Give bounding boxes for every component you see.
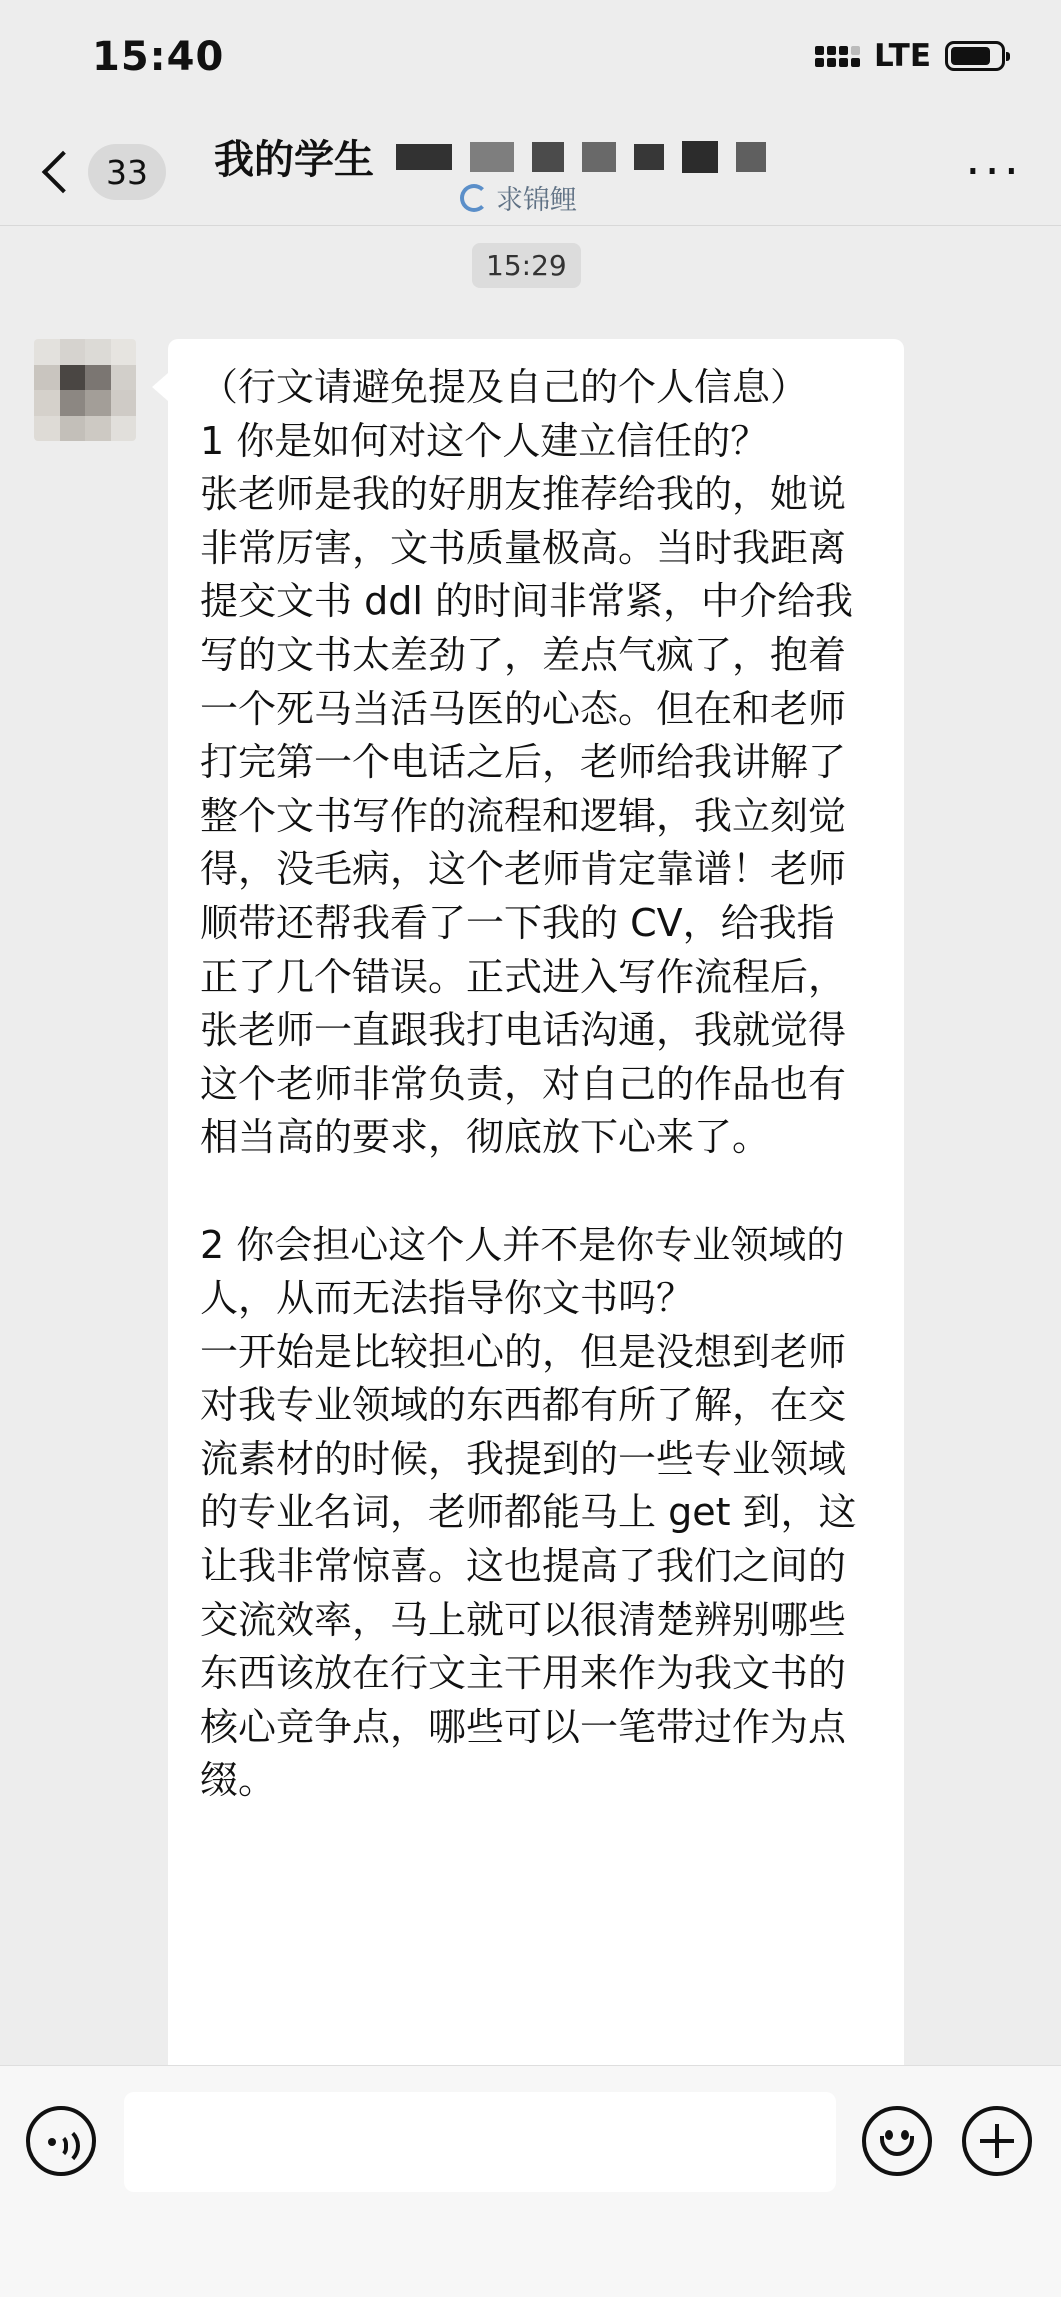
message-text: （行文请避免提及自己的个人信息） 1 你是如何对这个人建立信任的？ 张老师是我的好朋友推荐给我的，她说非常厉害，文书质量极高。当时我距离提交文书 ddl 的时间非常紧，中介给我写的文书太差劲了，差点气疯了，抱着一个死马当活马医的心态。但在和老师打完第一个电话之后，老师给我讲解了整个文书写作的流程和逻辑，我立刻觉得，没毛病，这个老师肯定靠谱！老师顺带还帮我看了一下我的 CV，给我指正了几个错误。正式进入写作流程后，张老师一直跟我打电话沟通，我就觉得这个老师非常负责，对自己的作品也有相当高的要求，彻底放下心来了。 2 你会担心这个人并不是你专业领域的人，从而无法指导你文书吗？ 一开始是比较担心的，但是没想到老师对我专业领域的东西都有所了解，在交流素材的时候，我提到的一些专业领域的专业名词，老师都能马上 get 到，这让我非常惊喜。这也提高了我们之间的交流效率，马上就可以很清楚辨别哪些东西该放在行文主干用来作为我文书的核心竞争点，哪些可以一笔带过作为点缀。 (200, 365, 857, 1803)
avatar[interactable] (34, 339, 136, 441)
signal-icon (815, 46, 860, 67)
status-time: 15:40 (92, 34, 225, 80)
back-chevron-icon (42, 151, 84, 193)
redacted-title-mask (396, 141, 766, 173)
chat-title-text: 我的学生 (214, 137, 374, 183)
message-timestamp: 15:29 (472, 243, 581, 288)
message-input[interactable] (124, 2092, 836, 2192)
emoji-icon[interactable] (862, 2106, 932, 2176)
back-button[interactable] (36, 142, 166, 202)
voice-icon[interactable] (26, 2106, 96, 2176)
input-bar (0, 2065, 1061, 2297)
status-indicators (815, 38, 1005, 74)
chat-messages[interactable] (0, 227, 1061, 2065)
plus-icon[interactable] (962, 2106, 1032, 2176)
chat-subtitle-text: 求锦鲤 (496, 185, 577, 216)
sync-icon (460, 184, 488, 212)
unread-count-badge: 33 (88, 144, 166, 200)
message-bubble[interactable] (168, 339, 904, 2065)
battery-icon (945, 41, 1005, 71)
status-bar (0, 0, 1061, 118)
chat-title[interactable] (214, 128, 766, 185)
network-type: LTE (874, 38, 931, 74)
chat-header (0, 118, 1061, 226)
chat-subtitle (460, 178, 577, 217)
more-icon[interactable]: ··· (965, 144, 1023, 200)
